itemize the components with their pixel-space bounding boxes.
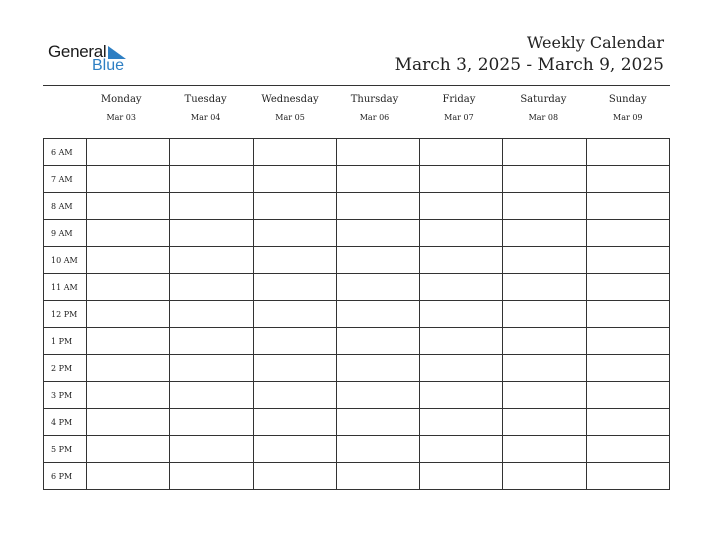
time-label: 5 PM bbox=[44, 436, 87, 463]
day-name: Thursday bbox=[350, 94, 399, 105]
time-label: 1 PM bbox=[44, 328, 87, 355]
time-slot-cell[interactable] bbox=[336, 301, 419, 328]
time-slot-cell[interactable] bbox=[87, 409, 170, 436]
time-row bbox=[44, 274, 670, 301]
time-slot-cell[interactable] bbox=[336, 463, 419, 490]
day-header bbox=[79, 92, 163, 128]
time-slot-cell[interactable] bbox=[87, 274, 170, 301]
time-slot-cell[interactable] bbox=[586, 382, 669, 409]
day-date: Mar 03 bbox=[106, 113, 136, 122]
time-slot-cell[interactable] bbox=[503, 328, 586, 355]
day-date: Mar 04 bbox=[190, 113, 221, 122]
day-header bbox=[163, 92, 247, 128]
time-slot-cell[interactable] bbox=[420, 247, 503, 274]
time-slot-cell[interactable] bbox=[420, 328, 503, 355]
time-slot-cell[interactable] bbox=[87, 301, 170, 328]
time-row bbox=[44, 193, 670, 220]
time-row bbox=[44, 301, 670, 328]
time-slot-cell[interactable] bbox=[170, 193, 253, 220]
time-slot-cell[interactable] bbox=[503, 355, 586, 382]
title-block bbox=[395, 33, 664, 77]
time-slot-cell[interactable] bbox=[503, 274, 586, 301]
day-name: Monday bbox=[100, 94, 142, 105]
time-slot-cell[interactable] bbox=[503, 247, 586, 274]
day-name: Wednesday bbox=[261, 94, 319, 105]
time-row bbox=[44, 247, 670, 274]
time-slot-cell[interactable] bbox=[586, 409, 669, 436]
time-slot-cell[interactable] bbox=[170, 220, 253, 247]
time-slot-cell[interactable] bbox=[336, 328, 419, 355]
day-date: Mar 07 bbox=[444, 113, 474, 122]
time-slot-cell[interactable] bbox=[420, 409, 503, 436]
time-slot-cell[interactable] bbox=[87, 139, 170, 166]
time-slot-cell[interactable] bbox=[170, 463, 253, 490]
time-row bbox=[44, 220, 670, 247]
time-slot-cell[interactable] bbox=[336, 409, 419, 436]
time-slot-cell[interactable] bbox=[420, 220, 503, 247]
logo-text-blue: Blue bbox=[92, 57, 125, 74]
time-slot-cell[interactable] bbox=[586, 355, 669, 382]
day-header bbox=[248, 92, 332, 128]
day-name: Tuesday bbox=[184, 94, 227, 105]
time-slot-cell[interactable] bbox=[87, 166, 170, 193]
time-row bbox=[44, 463, 670, 490]
time-slot-cell[interactable] bbox=[586, 139, 669, 166]
day-date: Mar 05 bbox=[275, 113, 305, 122]
day-name: Saturday bbox=[520, 94, 567, 105]
time-label: 2 PM bbox=[44, 355, 87, 382]
day-header bbox=[332, 92, 416, 128]
time-slot-cell[interactable] bbox=[420, 355, 503, 382]
day-header bbox=[417, 92, 501, 128]
header-divider bbox=[43, 85, 670, 86]
date-range: March 3, 2025 - March 9, 2025 bbox=[394, 55, 664, 75]
time-slot-cell[interactable] bbox=[253, 274, 336, 301]
time-slot-cell[interactable] bbox=[503, 220, 586, 247]
time-slot-cell[interactable] bbox=[420, 193, 503, 220]
time-slot-cell[interactable] bbox=[253, 355, 336, 382]
time-slot-cell[interactable] bbox=[170, 409, 253, 436]
time-slot-cell[interactable] bbox=[87, 436, 170, 463]
time-row bbox=[44, 355, 670, 382]
brand-logo bbox=[48, 42, 138, 76]
time-slot-cell[interactable] bbox=[420, 382, 503, 409]
time-slot-cell[interactable] bbox=[336, 139, 419, 166]
time-slot-cell[interactable] bbox=[336, 436, 419, 463]
time-row bbox=[44, 328, 670, 355]
calendar-grid bbox=[43, 138, 670, 490]
time-slot-cell[interactable] bbox=[87, 220, 170, 247]
time-slot-cell[interactable] bbox=[170, 247, 253, 274]
time-slot-cell[interactable] bbox=[336, 166, 419, 193]
time-slot-cell[interactable] bbox=[336, 247, 419, 274]
time-slot-cell[interactable] bbox=[586, 436, 669, 463]
time-label: 6 AM bbox=[44, 139, 87, 166]
time-slot-cell[interactable] bbox=[87, 193, 170, 220]
time-slot-cell[interactable] bbox=[503, 382, 586, 409]
day-date: Mar 08 bbox=[528, 113, 559, 122]
time-slot-cell[interactable] bbox=[253, 301, 336, 328]
time-slot-cell[interactable] bbox=[503, 193, 586, 220]
day-date: Mar 09 bbox=[613, 113, 643, 122]
time-slot-cell[interactable] bbox=[87, 328, 170, 355]
time-slot-cell[interactable] bbox=[420, 301, 503, 328]
time-slot-cell[interactable] bbox=[586, 247, 669, 274]
time-slot-cell[interactable] bbox=[420, 166, 503, 193]
time-slot-cell[interactable] bbox=[87, 247, 170, 274]
time-row bbox=[44, 166, 670, 193]
time-slot-cell[interactable] bbox=[253, 247, 336, 274]
time-row bbox=[44, 436, 670, 463]
time-slot-cell[interactable] bbox=[420, 436, 503, 463]
time-slot-cell[interactable] bbox=[503, 301, 586, 328]
time-row bbox=[44, 409, 670, 436]
time-slot-cell[interactable] bbox=[170, 274, 253, 301]
time-slot-cell[interactable] bbox=[503, 139, 586, 166]
time-slot-cell[interactable] bbox=[170, 382, 253, 409]
time-slot-cell[interactable] bbox=[503, 436, 586, 463]
document-title: Weekly Calendar bbox=[526, 33, 664, 52]
time-slot-cell[interactable] bbox=[170, 301, 253, 328]
time-slot-cell[interactable] bbox=[586, 328, 669, 355]
time-slot-cell[interactable] bbox=[253, 328, 336, 355]
day-date: Mar 06 bbox=[359, 113, 390, 122]
time-slot-cell[interactable] bbox=[253, 463, 336, 490]
time-slot-cell[interactable] bbox=[253, 382, 336, 409]
day-header bbox=[501, 92, 585, 128]
time-slot-cell[interactable] bbox=[170, 139, 253, 166]
time-label: 4 PM bbox=[44, 409, 87, 436]
time-slot-cell[interactable] bbox=[253, 139, 336, 166]
day-name: Sunday bbox=[608, 94, 647, 105]
time-slot-cell[interactable] bbox=[586, 301, 669, 328]
time-slot-cell[interactable] bbox=[253, 436, 336, 463]
time-slot-cell[interactable] bbox=[586, 166, 669, 193]
time-label: 7 AM bbox=[44, 166, 87, 193]
time-slot-cell[interactable] bbox=[253, 409, 336, 436]
time-label: 9 AM bbox=[44, 220, 87, 247]
time-slot-cell[interactable] bbox=[420, 274, 503, 301]
time-label: 8 AM bbox=[44, 193, 87, 220]
time-slot-cell[interactable] bbox=[503, 463, 586, 490]
time-label: 10 AM bbox=[44, 247, 87, 274]
time-slot-cell[interactable] bbox=[87, 382, 170, 409]
time-slot-cell[interactable] bbox=[586, 193, 669, 220]
time-label: 12 PM bbox=[44, 301, 87, 328]
time-slot-cell[interactable] bbox=[253, 220, 336, 247]
time-slot-cell[interactable] bbox=[170, 436, 253, 463]
time-slot-cell[interactable] bbox=[336, 355, 419, 382]
time-slot-cell[interactable] bbox=[420, 463, 503, 490]
time-slot-cell[interactable] bbox=[586, 274, 669, 301]
time-slot-cell[interactable] bbox=[586, 220, 669, 247]
time-slot-cell[interactable] bbox=[87, 355, 170, 382]
time-slot-cell[interactable] bbox=[170, 166, 253, 193]
time-row bbox=[44, 139, 670, 166]
time-label: 11 AM bbox=[44, 274, 87, 301]
time-slot-cell[interactable] bbox=[336, 274, 419, 301]
time-slot-cell[interactable] bbox=[253, 166, 336, 193]
time-slot-cell[interactable] bbox=[503, 409, 586, 436]
day-name: Friday bbox=[442, 94, 476, 105]
time-label: 6 PM bbox=[44, 463, 87, 490]
time-slot-cell[interactable] bbox=[503, 166, 586, 193]
time-row bbox=[44, 382, 670, 409]
time-label: 3 PM bbox=[44, 382, 87, 409]
day-header bbox=[586, 92, 670, 128]
time-slot-cell[interactable] bbox=[420, 139, 503, 166]
time-slot-cell[interactable] bbox=[336, 382, 419, 409]
time-slot-cell[interactable] bbox=[170, 328, 253, 355]
time-slot-cell[interactable] bbox=[336, 193, 419, 220]
time-slot-cell[interactable] bbox=[336, 220, 419, 247]
time-slot-cell[interactable] bbox=[170, 355, 253, 382]
time-slot-cell[interactable] bbox=[586, 463, 669, 490]
logo-text-general: General bbox=[48, 42, 107, 61]
time-slot-cell[interactable] bbox=[87, 463, 170, 490]
time-slot-cell[interactable] bbox=[253, 193, 336, 220]
